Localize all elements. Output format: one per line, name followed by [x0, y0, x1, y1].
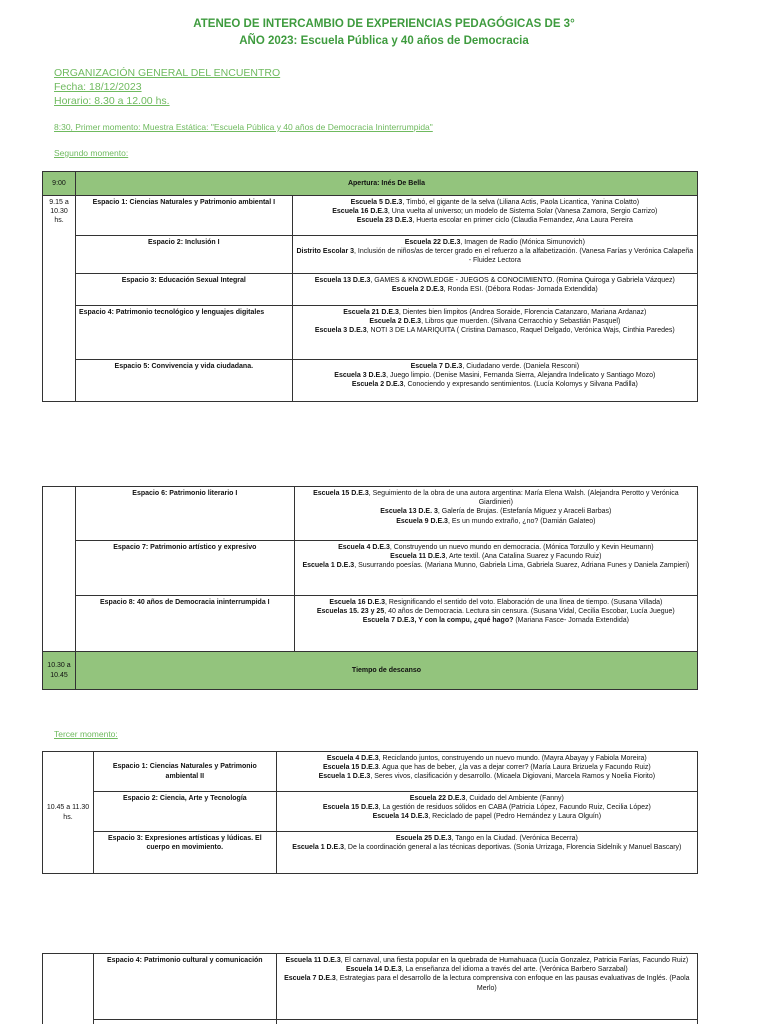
experience-description: , Seguimiento de la obra de una autora argentina: María Elena Walsh. (Alejandra Perotto y Verónica Giardinieri) [368, 490, 679, 507]
school-name: Distrito Escolar 3 [296, 248, 355, 256]
experience-description: , Huerta escolar en primer ciclo (Claudia Fernandez, Ana Laura Pereira [412, 217, 633, 225]
espacio-label: Espacio 3: Expresiones artísticas y lúdicas. El cuerpo en movimiento. [93, 832, 276, 874]
espacio-label [93, 1020, 276, 1024]
espacio-label: Espacio 7: Patrimonio artístico y expresivo [75, 541, 294, 596]
experience-entry [296, 308, 694, 317]
experience-description: , Estrategias para el desarrollo de la lectura comprensiva con enfoque en las pausas evaluativas de Inglés. (Paola Merlo) [335, 975, 690, 992]
espacio-details [292, 196, 697, 236]
school-name: Escuela 2 D.E.3 [369, 318, 422, 326]
experience-entry [296, 276, 694, 285]
experience-entry [298, 598, 694, 607]
espacio-details [292, 360, 697, 402]
experience-description: , Imagen de Radio (Mónica Simunovich) [460, 239, 585, 246]
espacio-details [276, 832, 697, 874]
experience-entry [280, 965, 694, 974]
experience-entry [296, 207, 694, 216]
espacio-details [292, 236, 697, 274]
school-name: Escuela 9 D.E.3 [396, 517, 448, 525]
school-name: Escuela 4 D.E.3 [326, 755, 379, 762]
experience-entry [298, 543, 694, 552]
experience-description: , Resignificando el sentido del voto. Elaboración de una línea de tiempo. (Susana Villada) [384, 599, 663, 606]
break-label: Tiempo de descanso [75, 652, 697, 690]
school-name: Escuela 21 D.E.3 [343, 309, 399, 316]
experience-description: , Inclusión de niños/as de tercer grado en el refuerzo a la alfabetización. (Vanesa Farías y Verónica Calapeña - Fluidez Lectora [354, 248, 694, 265]
espacio-details [276, 954, 697, 1020]
experience-entry [296, 198, 694, 207]
first-moment: 8:30, Primer momento: Muestra Estática: "Escuela Pública y 40 años de Democracia Ininterrumpida" [54, 122, 433, 132]
experience-entry [280, 956, 694, 965]
experience-entry [296, 247, 694, 265]
school-name: Escuela 22 D.E.3 [404, 239, 461, 246]
time-block: 9.15 a 10.30 hs. [43, 196, 76, 402]
experience-entry [298, 507, 694, 516]
espacio-label: Espacio 1: Ciencias Naturales y Patrimonio ambiental II [93, 752, 276, 792]
experience-description: , Reciclado de papel (Pedro Hernández y Laura Olguín) [428, 813, 602, 821]
school-name: Escuela 3 D.E.3 [314, 327, 367, 335]
espacio-label: Espacio 2: Inclusión I [75, 236, 292, 274]
school-name: Escuela 2 D.E.3 [391, 286, 444, 294]
experience-description: , Juego limpio. (Denise Masini, Fernanda Sierra, Alejandra Indelicato y Santiago Mozo) [386, 372, 656, 380]
experience-description: , Tango en la Ciudad. (Verónica Becerra) [451, 835, 578, 842]
experience-description: , GAMES & KNOWLEDGE - JUEGOS & CONOCIMIENTO. (Romina Quiroga y Gabriela Vázquez) [370, 277, 675, 284]
espacio-label: Espacio 2: Ciencia, Arte y Tecnología [93, 792, 276, 832]
experience-description: , Una vuelta al universo; un modelo de Sistema Solar (Vanesa Zamora, Sergio Carrizo) [387, 208, 658, 216]
experience-description: , NOTI 3 DE LA MARIQUITA ( Cristina Damasco, Raquel Delgado, Verónica Wajs, Cinthia Paredes) [366, 327, 675, 335]
event-schedule: Horario: 8.30 a 12.00 hs. [54, 95, 170, 107]
experience-description: , La gestión de residuos sólidos en CABA (Patricia López, Facundo Ruiz, Cecilia López) [378, 804, 651, 812]
espacio-label: Espacio 4: Patrimonio cultural y comunicación [93, 954, 276, 1020]
experience-description: , Conociendo y expresando sentimientos. (Lucía Kolomys y Silvana Padilla) [403, 381, 638, 389]
experience-entry [298, 489, 694, 507]
school-name: Escuela 15 D.E.3 [323, 764, 379, 772]
espacio-label: Espacio 6: Patrimonio literario I [75, 487, 294, 541]
experience-entry [296, 326, 694, 335]
experience-entry [280, 812, 694, 821]
experience-description: , Cuidado del Ambiente (Fanny) [465, 795, 564, 802]
experience-entry [296, 371, 694, 380]
school-name: Escuela 15 D.E.3 [313, 490, 369, 497]
experience-entry [280, 843, 694, 852]
school-name: Escuela 7 D.E.3, Y con la compu, ¿qué hago? [362, 617, 514, 625]
espacio-label: Espacio 3: Educación Sexual Integral [75, 274, 292, 306]
experience-entry [280, 974, 694, 992]
experience-description: , Reciclando juntos, construyendo un nuevo mundo. (Mayra Abayay y Fabiola Moreira) [378, 755, 647, 762]
espacio-label: Espacio 5: Convivencia y vida ciudadana. [75, 360, 292, 402]
experience-description: , Es un mundo extraño, ¿no? (Damián Galateo) [447, 517, 596, 525]
experience-entry [280, 763, 694, 772]
experience-description: , Arte textil. (Ana Catalina Suarez y Facundo Ruiz) [445, 553, 602, 561]
espacio-label: Espacio 4: Patrimonio tecnológico y lenguajes digitales [75, 306, 292, 360]
document-title-line2: AÑO 2023: Escuela Pública y 40 años de Democracia [239, 35, 529, 47]
experience-entry [296, 238, 694, 247]
espacio-details [276, 1020, 697, 1024]
experience-entry [298, 552, 694, 561]
experience-description: , Construyendo un nuevo mundo en democracia. (Mónica Torzullo y Kevin Heumann) [389, 544, 654, 551]
school-name: Escuela 14 D.E.3 [345, 966, 402, 974]
experience-entry [280, 794, 694, 803]
experience-entry [280, 754, 694, 763]
school-name: Escuela 3 D.E.3 [334, 372, 387, 380]
experience-entry [296, 216, 694, 225]
school-name: Escuela 1 D.E.3 [292, 844, 345, 852]
experience-entry [298, 607, 694, 616]
schedule-table-2 [42, 486, 698, 690]
org-heading: ORGANIZACIÓN GENERAL DEL ENCUENTRO [54, 67, 281, 79]
second-moment-heading: Segundo momento: [54, 148, 129, 158]
school-name: Escuela 25 D.E.3 [395, 835, 452, 842]
experience-entry [296, 317, 694, 326]
school-name: Escuelas 15. 23 y 25 [316, 608, 385, 616]
experience-description: , Galería de Brujas. (Estefanía Miguez y Araceli Barbas) [437, 508, 612, 516]
school-name: Escuela 2 D.E.3 [351, 381, 404, 389]
experience-entry [296, 362, 694, 371]
experience-description: , Ronda ESI. (Débora Rodas- Jornada Extendida) [443, 286, 598, 294]
experience-entry [298, 517, 694, 526]
school-name: Escuela 11 D.E.3 [390, 553, 446, 561]
schedule-table-1 [42, 171, 698, 402]
third-moment-heading: Tercer momento: [54, 729, 118, 739]
school-name: Escuela 1 D.E.3 [302, 562, 355, 570]
school-name: Escuela 4 D.E.3 [338, 544, 390, 551]
document-title-line1: ATENEO DE INTERCAMBIO DE EXPERIENCIAS PEDAGÓGICAS DE 3° [193, 18, 575, 30]
schedule-table-3 [42, 751, 698, 874]
time-block: 10.45 a 11.30 hs. [43, 752, 94, 874]
espacio-details [294, 596, 697, 652]
school-name: Escuela 13 D.E. 3 [380, 508, 438, 516]
empty-time-cell [43, 954, 94, 1024]
experience-description: , 40 años de Democracia. Lectura sin censura. (Susana Vidal, Cecilia Escobar, Lucía Juegue) [384, 608, 675, 616]
empty-time-cell [43, 487, 76, 652]
break-time: 10.30 a 10.45 [43, 652, 76, 690]
school-name: Escuela 16 D.E.3 [332, 208, 388, 216]
school-name: Escuela 7 D.E.3 [284, 975, 336, 983]
school-name: Escuela 22 D.E.3 [409, 795, 466, 802]
opening-label: Apertura: Inés De Bella [75, 172, 697, 196]
espacio-label: Espacio 8: 40 años de Democracia ininterrumpida I [75, 596, 294, 652]
school-name: Escuela 14 D.E.3 [372, 813, 429, 821]
espacio-details [294, 487, 697, 541]
experience-description: , Dientes bien limpitos (Andrea Soraide, Florencia Catanzaro, Mariana Ardanaz) [398, 309, 647, 316]
espacio-label: Espacio 1: Ciencias Naturales y Patrimonio ambiental I [75, 196, 292, 236]
espacio-details [276, 792, 697, 832]
espacio-details [276, 752, 697, 792]
experience-description: , Seres vivos, clasificación y desarrollo. (Micaela Digiovani, Marcela Ramos y Noelia Fiorito) [370, 773, 656, 781]
event-date: Fecha: 18/12/2023 [54, 81, 142, 93]
espacio-details [292, 274, 697, 306]
experience-entry [296, 285, 694, 294]
experience-description: , Susurrando poesías. (Mariana Munno, Gabriela Lima, Gabriela Suarez, Adriana Funes y Daniela Zampieri) [354, 562, 690, 570]
experience-description: , El carnaval, una fiesta popular en la quebrada de Humahuaca (Lucía Gonzalez, Patricia Farías, Facundo Ruiz) [340, 957, 689, 964]
experience-entry [280, 803, 694, 812]
experience-description: , La enseñanza del idioma a través del arte. (Verónica Barbero Sarzabal) [401, 966, 628, 974]
school-name: Escuela 13 D.E.3 [314, 277, 371, 284]
school-name: Escuela 23 D.E.3 [356, 217, 413, 225]
espacio-details [294, 541, 697, 596]
school-name: Escuela 11 D.E.3 [285, 957, 341, 964]
experience-entry [296, 380, 694, 389]
school-name: Escuela 7 D.E.3 [410, 363, 463, 370]
experience-description: , Timbó, el gigante de la selva (Liliana Actis, Paola Licantica, Yanina Colatto) [402, 199, 640, 206]
experience-entry [298, 561, 694, 570]
experience-description: , Ciudadano verde. (Daniela Resconi) [462, 363, 580, 370]
opening-time: 9:00 [43, 172, 76, 196]
experience-description: (Mariana Fasce- Jornada Extendida) [513, 617, 629, 625]
experience-entry [280, 772, 694, 781]
school-name: Escuela 15 D.E.3 [322, 804, 379, 812]
school-name: Escuela 1 D.E.3 [318, 773, 371, 781]
experience-entry [298, 616, 694, 625]
school-name: Escuela 5 D.E.3 [350, 199, 403, 206]
experience-entry [280, 834, 694, 843]
school-name: Escuela 16 D.E.3 [329, 599, 385, 606]
schedule-table-4 [42, 953, 698, 1024]
experience-description: , De la coordinación general a las técnicas deportivas. (Sonia Urrizaga, Florencia Sidelnik y Manuel Bascary) [344, 844, 682, 852]
experience-description: , Libros que muerden. (Silvana Cerracchio y Sebastián Pasquel) [421, 318, 621, 326]
experience-description: . Agua que has de beber, ¿la vas a dejar correr? (María Laura Brizuela y Facundo Ruiz) [378, 764, 651, 772]
espacio-details [292, 306, 697, 360]
